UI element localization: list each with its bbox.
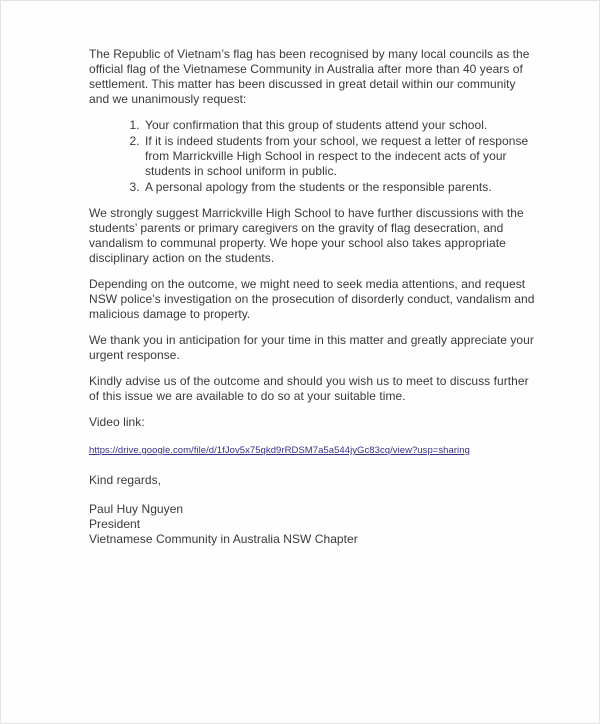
letter-paragraph-thanks: We thank you in anticipation for your time in this matter and greatly appreciate your urgent response. bbox=[89, 333, 534, 362]
letter-paragraph-suggestion: We strongly suggest Marrickville High School to have further discussions with the students’ parents or primary caregivers on the gravity of flag desecration, and vandalism to communal property. We hope your school also takes appropriate disciplinary action on the students. bbox=[89, 206, 524, 265]
signature-name: Paul Huy Nguyen bbox=[89, 502, 184, 516]
letter-paragraph-consequences: Depending on the outcome, we might need to seek media attentions, and request NSW police’s investigation on the prosecution of disorderly conduct, vandalism and malicious damage to property. bbox=[89, 277, 535, 321]
letter-body bbox=[1, 1, 599, 547]
signature-title: President bbox=[89, 517, 141, 531]
drive-video-link[interactable]: https://drive.google.com/file/d/1fJov5x75qkd9rRDSM7a5a544jyGc83cq/view?usp=sharing bbox=[89, 445, 470, 456]
request-item: 2. If it is indeed students from your school, we request a letter of response from Marrickville High School in respect to the indecent acts of your students in school uniform in public. bbox=[143, 134, 537, 179]
video-link-line bbox=[89, 442, 537, 457]
letter-paragraph-advise: Kindly advise us of the outcome and should you wish us to meet to discuss further of this issue we are available to do so at your suitable time. bbox=[89, 374, 529, 403]
request-list bbox=[89, 118, 537, 195]
video-link-label: Video link: bbox=[89, 415, 145, 429]
signature-organisation: Vietnamese Community in Australia NSW Chapter bbox=[89, 532, 358, 546]
letter-paragraph-intro: The Republic of Vietnam’s flag has been recognised by many local councils as the official flag of the Vietnamese Community in Australia after more than 40 years of settlement. This matter has been discussed in great detail within our community and we unanimously request: bbox=[89, 47, 530, 106]
closing-salutation: Kind regards, bbox=[89, 473, 162, 487]
signature-block bbox=[89, 502, 537, 547]
request-item: 3. A personal apology from the students or the responsible parents. bbox=[143, 180, 537, 195]
request-item: 1. Your confirmation that this group of students attend your school. bbox=[143, 118, 537, 133]
